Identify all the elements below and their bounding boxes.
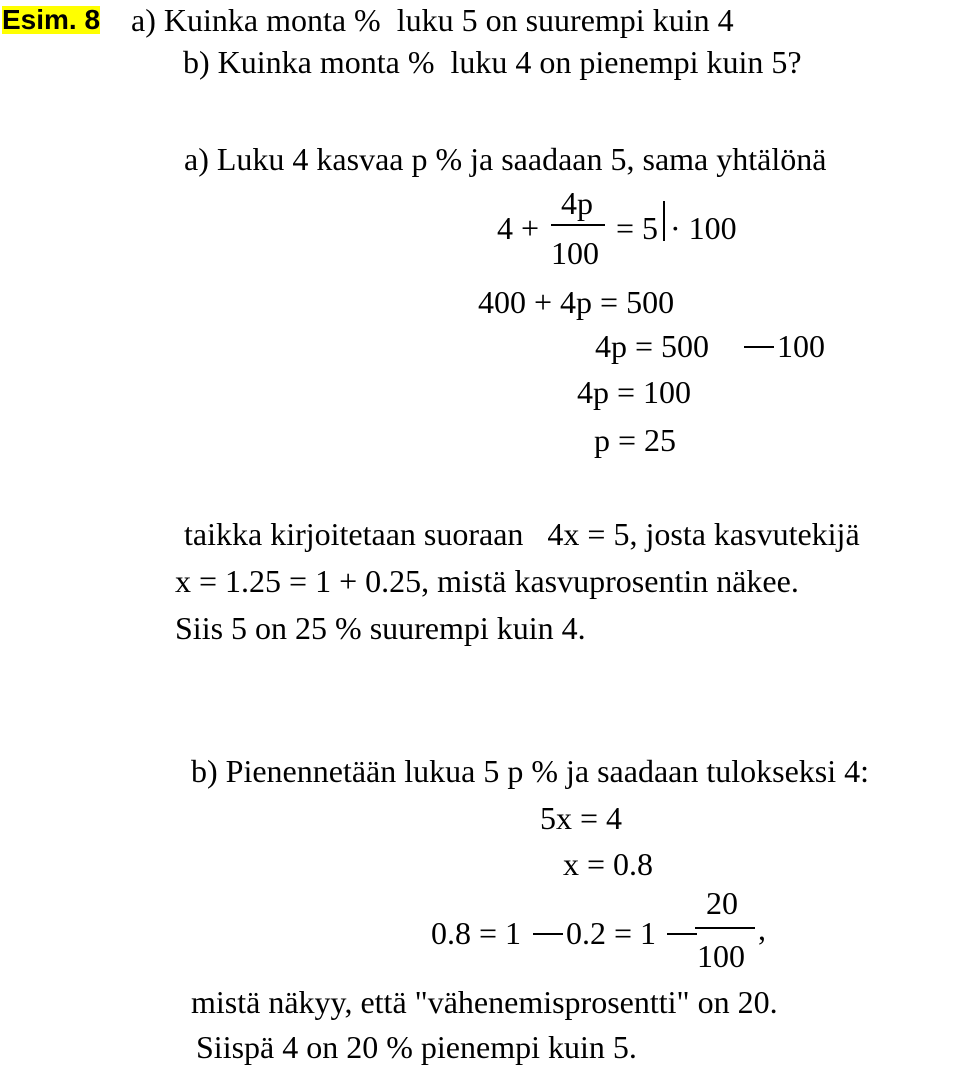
part-b-text-1: mistä näkyy, että "vähenemisprosentti" on 20. <box>191 984 778 1020</box>
eq-a3: 4p = 500 <box>595 328 710 364</box>
eq-a4: 4p = 100 <box>577 374 692 410</box>
eq-a1-operation-bar <box>663 201 665 241</box>
eq-a1-denominator: 100 <box>551 235 599 271</box>
eq-a1-numerator: 4p <box>561 185 593 221</box>
eq-b3-fraction-bar <box>695 927 755 929</box>
eq-b3-lhs: 0.8 = 1 <box>431 915 522 951</box>
eq-a1-lhs: 4 + <box>497 210 540 246</box>
eq-a3-subtrahend: 100 <box>777 328 825 364</box>
part-a-conclusion: Siis 5 on 25 % suurempi kuin 4. <box>175 610 586 646</box>
question-b: b) Kuinka monta % luku 4 on pienempi kuin 5? <box>183 44 802 80</box>
part-b-conclusion: Siispä 4 on 20 % pienempi kuin 5. <box>196 1029 637 1065</box>
part-a-text-1: taikka kirjoitetaan suoraan 4x = 5, josta kasvutekijä <box>184 516 860 552</box>
eq-a2: 400 + 4p = 500 <box>478 284 675 320</box>
eq-b3-mid: 0.2 = 1 <box>566 915 657 951</box>
eq-b3-numerator: 20 <box>706 885 738 921</box>
eq-a1-multiplier: · 100 <box>670 210 737 246</box>
eq-b1: 5x = 4 <box>540 800 623 836</box>
part-b-intro: b) Pienennetään lukua 5 p % ja saadaan tulokseksi 4: <box>191 753 870 789</box>
eq-b3-minus-1 <box>533 933 563 935</box>
eq-b2: x = 0.8 <box>563 846 654 882</box>
eq-a5: p = 25 <box>594 422 677 458</box>
eq-b3-comma: , <box>758 911 766 947</box>
part-a-intro: a) Luku 4 kasvaa p % ja saadaan 5, sama yhtälönä <box>184 141 827 177</box>
eq-b3-minus-2 <box>667 933 697 935</box>
part-a-text-2: x = 1.25 = 1 + 0.25, mistä kasvuprosentin näkee. <box>175 563 799 599</box>
eq-a1-rhs: = 5 <box>616 210 659 246</box>
eq-a3-minus <box>744 346 774 348</box>
eq-b3-denominator: 100 <box>697 938 745 974</box>
example-label: Esim. 8 <box>2 4 101 35</box>
eq-a1-fraction-bar <box>551 224 605 226</box>
question-a: a) Kuinka monta % luku 5 on suurempi kuin 4 <box>131 2 734 38</box>
